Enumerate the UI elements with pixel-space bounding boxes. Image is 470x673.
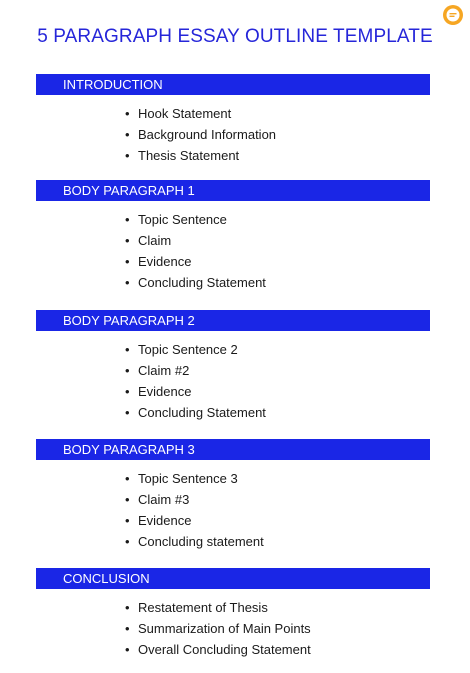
bullet-icon: •	[125, 254, 130, 269]
list-item	[36, 103, 430, 124]
list-item	[36, 124, 430, 145]
list-item-text: Thesis Statement	[138, 148, 240, 163]
bullet-icon: •	[125, 384, 130, 399]
list-item-text: Claim	[138, 233, 172, 248]
section-introduction	[36, 74, 430, 166]
list-item-text: Hook Statement	[138, 106, 232, 121]
list-item	[36, 489, 430, 510]
bullet-list	[36, 209, 430, 293]
list-item	[36, 230, 430, 251]
section-heading: BODY PARAGRAPH 3	[36, 439, 430, 460]
list-item-text: Evidence	[138, 513, 192, 528]
bullet-list	[36, 468, 430, 552]
list-item-text: Summarization of Main Points	[138, 621, 311, 636]
bullet-icon: •	[125, 148, 130, 163]
list-item-text: Claim #2	[138, 363, 190, 378]
list-item-text: Evidence	[138, 254, 192, 269]
list-item-text: Concluding Statement	[138, 275, 266, 290]
list-item	[36, 145, 430, 166]
section-body-paragraph-1	[36, 180, 430, 293]
bullet-icon: •	[125, 621, 130, 636]
bullet-icon: •	[125, 275, 130, 290]
bullet-list	[36, 103, 430, 166]
list-item	[36, 360, 430, 381]
bullet-icon: •	[125, 233, 130, 248]
bullet-icon: •	[125, 106, 130, 121]
bullet-list	[36, 339, 430, 423]
document-title: 5 PARAGRAPH ESSAY OUTLINE TEMPLATE	[37, 26, 433, 47]
list-item	[36, 402, 430, 423]
list-item-text: Restatement of Thesis	[138, 600, 268, 615]
list-item-text: Concluding Statement	[138, 405, 266, 420]
bullet-icon: •	[125, 513, 130, 528]
bullet-icon: •	[125, 363, 130, 378]
list-item	[36, 639, 430, 660]
bullet-icon: •	[125, 492, 130, 507]
list-item-text: Concluding statement	[138, 534, 264, 549]
section-heading: BODY PARAGRAPH 2	[36, 310, 430, 331]
section-heading: INTRODUCTION	[36, 74, 430, 95]
section-heading: BODY PARAGRAPH 1	[36, 180, 430, 201]
list-item	[36, 468, 430, 489]
list-item-text: Claim #3	[138, 492, 190, 507]
bullet-list	[36, 597, 430, 660]
bullet-icon: •	[125, 405, 130, 420]
list-item-text: Background Information	[138, 127, 277, 142]
bullet-icon: •	[125, 600, 130, 615]
list-item	[36, 618, 430, 639]
bullet-icon: •	[125, 342, 130, 357]
bullet-icon: •	[125, 534, 130, 549]
list-item-text: Topic Sentence 3	[138, 471, 238, 486]
list-item	[36, 272, 430, 293]
list-item	[36, 251, 430, 272]
section-heading: CONCLUSION	[36, 568, 430, 589]
list-item-text: Topic Sentence	[138, 212, 227, 227]
logo-icon	[442, 4, 464, 26]
section-conclusion	[36, 568, 430, 660]
bullet-icon: •	[125, 127, 130, 142]
section-body-paragraph-3	[36, 439, 430, 552]
section-body-paragraph-2	[36, 310, 430, 423]
list-item	[36, 339, 430, 360]
bullet-icon: •	[125, 471, 130, 486]
list-item-text: Overall Concluding Statement	[138, 642, 311, 657]
list-item	[36, 209, 430, 230]
list-item	[36, 531, 430, 552]
list-item-text: Topic Sentence 2	[138, 342, 238, 357]
bullet-icon: •	[125, 212, 130, 227]
list-item	[36, 510, 430, 531]
list-item-text: Evidence	[138, 384, 192, 399]
list-item	[36, 381, 430, 402]
list-item	[36, 597, 430, 618]
bullet-icon: •	[125, 642, 130, 657]
